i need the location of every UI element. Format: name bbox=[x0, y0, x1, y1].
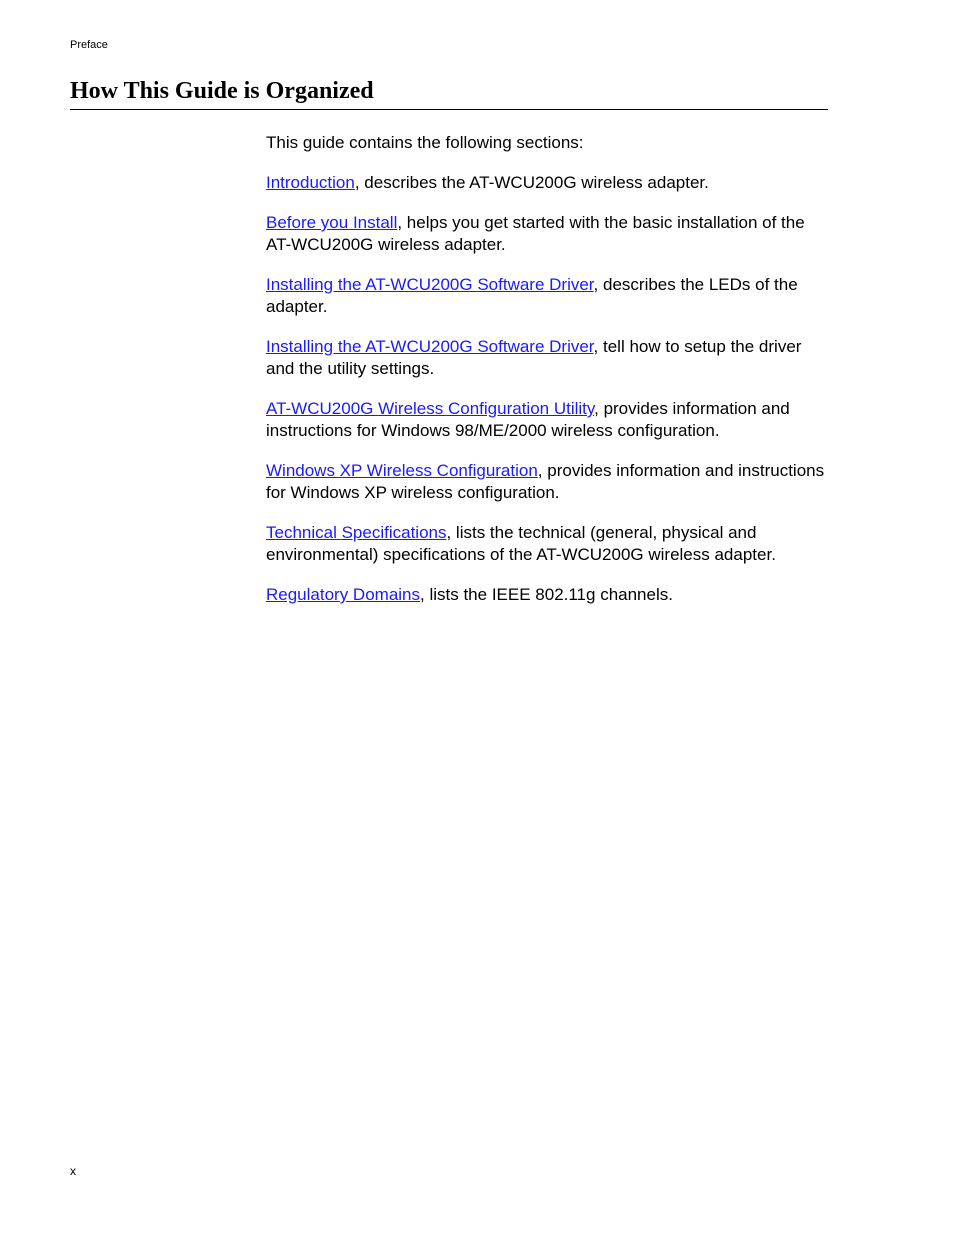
page-number: x bbox=[70, 1164, 76, 1178]
section-link-introduction[interactable]: Introduction bbox=[266, 173, 355, 192]
section-link-windows-xp-configuration[interactable]: Windows XP Wireless Configuration bbox=[266, 461, 538, 480]
section-link-regulatory-domains[interactable]: Regulatory Domains bbox=[266, 585, 421, 604]
list-item bbox=[266, 212, 828, 256]
section-description: , describes the AT-WCU200G wireless adapter. bbox=[354, 173, 709, 192]
section-description: , tell how to setup the driver and the utility settings. bbox=[266, 337, 802, 378]
section-description: , provides information and instructions for Windows XP wireless configuration. bbox=[266, 461, 825, 502]
section-description: , provides information and instructions for Windows 98/ME/2000 wireless configuration. bbox=[266, 399, 790, 440]
list-item bbox=[266, 522, 828, 566]
section-description: , helps you get started with the basic installation of the AT-WCU200G wireless adapter. bbox=[266, 213, 805, 254]
running-header: Preface bbox=[70, 39, 108, 51]
list-item bbox=[266, 584, 828, 606]
section-description: , describes the LEDs of the adapter. bbox=[266, 275, 798, 316]
list-item bbox=[266, 336, 828, 380]
section-link-before-you-install[interactable]: Before you Install bbox=[266, 213, 398, 232]
page-title: How This Guide is Organized bbox=[70, 76, 828, 110]
intro-paragraph: This guide contains the following sections: bbox=[266, 133, 584, 152]
list-item bbox=[266, 460, 828, 504]
section-link-installing-driver-setup[interactable]: Installing the AT-WCU200G Software Driver bbox=[266, 337, 594, 356]
list-item bbox=[266, 398, 828, 442]
section-link-configuration-utility[interactable]: AT-WCU200G Wireless Configuration Utility bbox=[266, 399, 595, 418]
section-body bbox=[266, 132, 828, 624]
section-link-installing-driver[interactable]: Installing the AT-WCU200G Software Driver bbox=[266, 275, 594, 294]
list-item bbox=[266, 274, 828, 318]
list-item bbox=[266, 172, 828, 194]
section-description: , lists the IEEE 802.11g channels. bbox=[420, 585, 673, 604]
section-link-technical-specifications[interactable]: Technical Specifications bbox=[266, 523, 447, 542]
section-description: , lists the technical (general, physical and environmental) specifications of the AT-WCU200G wireless adapter. bbox=[266, 523, 776, 564]
